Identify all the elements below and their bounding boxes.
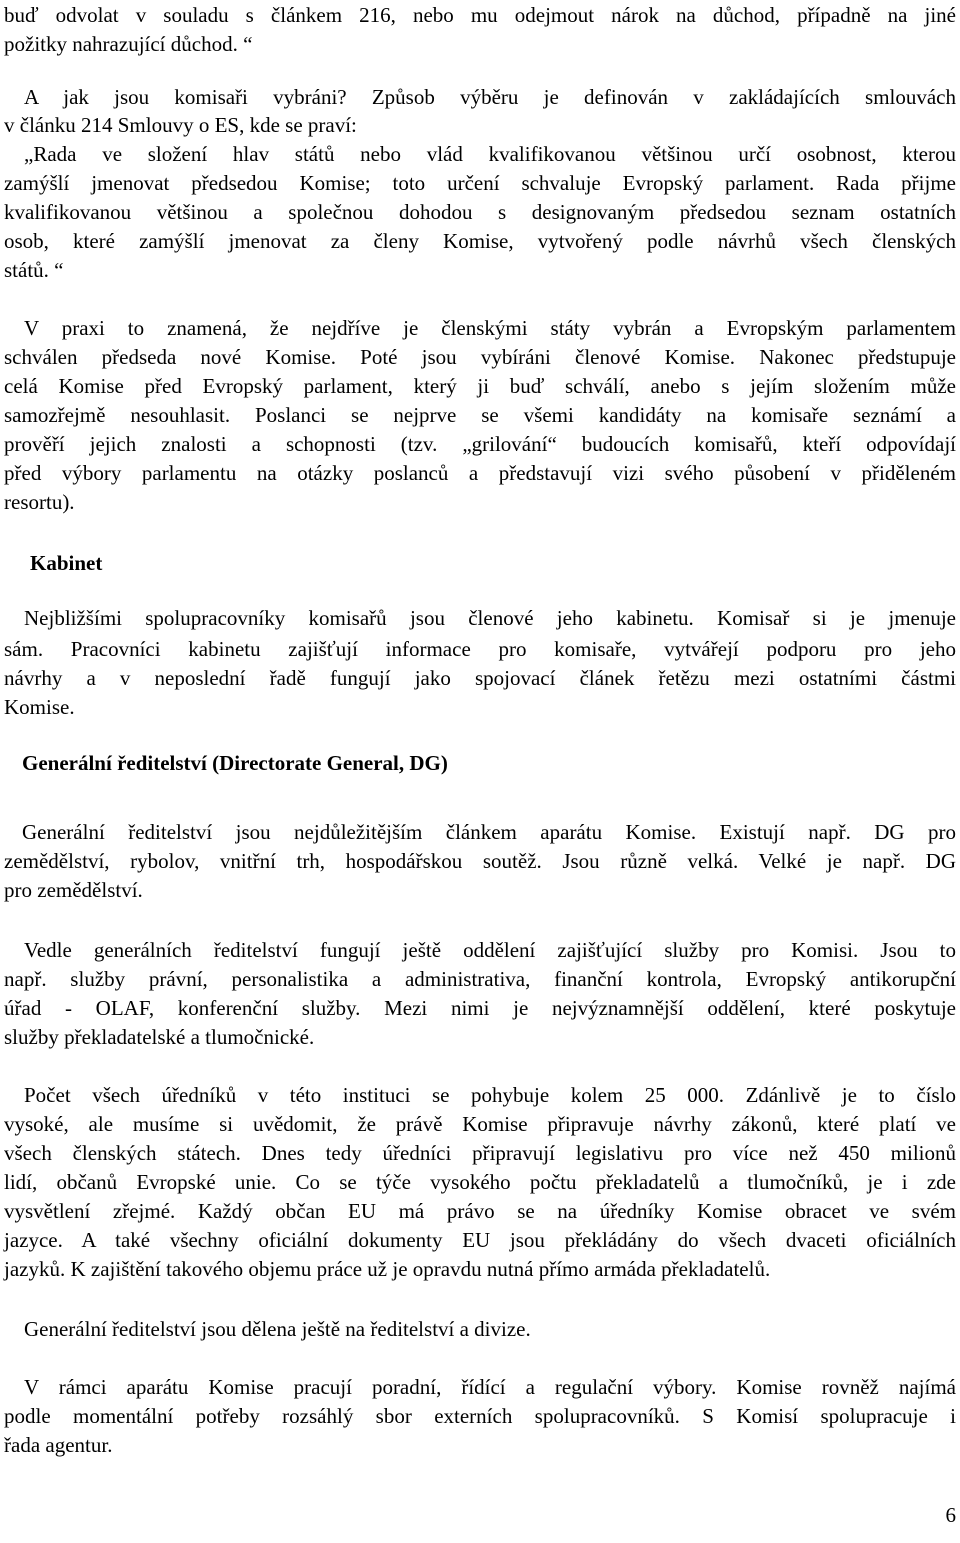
- text-line: buď odvolat v souladu s článkem 216, nebo mu odejmout nárok na důchod, případně na jiné: [4, 3, 956, 27]
- text-line: prověří jejich znalosti a schopnosti (tzv. „grilování“ budoucích komisařů, kteří odpovídají: [4, 432, 956, 456]
- text-line: vysvětlení zřejmé. Každý občan EU má právo se na úředníky Komise obracet ve svém: [4, 1199, 956, 1223]
- section-heading-dg: Generální ředitelství (Directorate General, DG): [22, 751, 448, 775]
- text-line: Nejbližšími spolupracovníky komisařů jsou členové jeho kabinetu. Komisař si je jmenuje: [24, 606, 956, 630]
- text-line: zemědělství, rybolov, vnitřní trh, hospodářskou soutěž. Jsou různě velká. Velké je např. DG: [4, 849, 956, 873]
- text-line: Vedle generálních ředitelství fungují ještě oddělení zajišťující služby pro Komisi. Jsou to: [24, 938, 956, 962]
- text-line: jazyků. K zajištění takového objemu práce už je opravdu nutná přímo armáda překladatelů.: [4, 1257, 771, 1281]
- text-line: V praxi to znamená, že nejdříve je členskými státy vybrán a Evropským parlamentem: [24, 316, 956, 340]
- text-line: vysoké, ale musíme si uvědomit, že právě Komise připravuje návrhy zákonů, které platí ve: [4, 1112, 956, 1136]
- text-line: kvalifikovanou většinou a společnou dohodou s designovaným předsedou seznam ostatních: [4, 200, 956, 224]
- text-line: podle momentální potřeby rozsáhlý sbor externích spolupracovníků. S Komisí spolupracuje i: [4, 1404, 956, 1428]
- text-line: V rámci aparátu Komise pracují poradní, řídící a regulační výbory. Komise rovněž najímá: [24, 1375, 956, 1399]
- text-line: osob, které zamýšlí jmenovat za členy Komise, vytvořený podle návrhů všech členských: [4, 229, 956, 253]
- section-heading-kabinet: Kabinet: [30, 551, 103, 575]
- text-line: států. “: [4, 258, 64, 282]
- text-line: úřad - OLAF, konferenční služby. Mezi nimi je nejvýznamnější oddělení, které poskytuje: [4, 996, 956, 1020]
- page-number: 6: [945, 1503, 956, 1527]
- text-line: požitky nahrazující důchod. “: [4, 32, 253, 56]
- text-line: Generální ředitelství jsou nejdůležitějším článkem aparátu Komise. Existují např. DG pro: [22, 820, 956, 844]
- text-line: všech členských státech. Dnes tedy úředníci připravují legislativu pro více než 450 milionů: [4, 1141, 956, 1165]
- text-line: lidí, občanů Evropské unie. Co se týče vysokého počtu překladatelů a tlumočníků, je i zde: [4, 1170, 956, 1194]
- text-line: Generální ředitelství jsou dělena ještě na ředitelství a divize.: [24, 1317, 531, 1341]
- text-line: v článku 214 Smlouvy o ES, kde se praví:: [4, 113, 357, 137]
- text-line: sám. Pracovníci kabinetu zajišťují informace pro komisaře, vytvářejí podporu pro jeho: [4, 637, 956, 661]
- text-line: resortu).: [4, 490, 75, 514]
- text-line: před výbory parlamentu na otázky poslanců a představují vizi svého působení v přiděleném: [4, 461, 956, 485]
- text-line: návrhy a v neposlední řadě fungují jako spojovací článek řetězu mezi ostatními částmi: [4, 666, 956, 690]
- text-line: celá Komise před Evropský parlament, který ji buď schválí, anebo s jejím složením může: [4, 374, 956, 398]
- text-line: řada agentur.: [4, 1433, 113, 1457]
- text-line: schválen předseda nové Komise. Poté jsou vybíráni členové Komise. Nakonec předstupuje: [4, 345, 956, 369]
- text-line: A jak jsou komisaři vybráni? Způsob výběru je definován v zakládajících smlouvách: [24, 85, 956, 109]
- text-line: služby překladatelské a tlumočnické.: [4, 1025, 315, 1049]
- text-line: Počet všech úředníků v této instituci se pohybuje kolem 25 000. Zdánlivě je to číslo: [24, 1083, 956, 1107]
- text-line: např. služby právní, personalistika a administrativa, finanční kontrola, Evropský antikorupční: [4, 967, 956, 991]
- text-line: Komise.: [4, 695, 75, 719]
- text-line: jazyce. A také všechny oficiální dokumenty EU jsou překládány do všech dvaceti oficiálních: [4, 1228, 956, 1252]
- text-line: samozřejmě nesouhlasit. Poslanci se nejprve se všemi kandidáty na komisaře seznámí a: [4, 403, 956, 427]
- text-line: „Rada ve složení hlav států nebo vlád kvalifikovanou většinou určí osobnost, kterou: [24, 142, 956, 166]
- document-page: [4, 0, 956, 1543]
- text-line: zamýšlí jmenovat předsedou Komise; toto určení schvaluje Evropský parlament. Rada přijme: [4, 171, 956, 195]
- text-line: pro zemědělství.: [4, 878, 143, 902]
